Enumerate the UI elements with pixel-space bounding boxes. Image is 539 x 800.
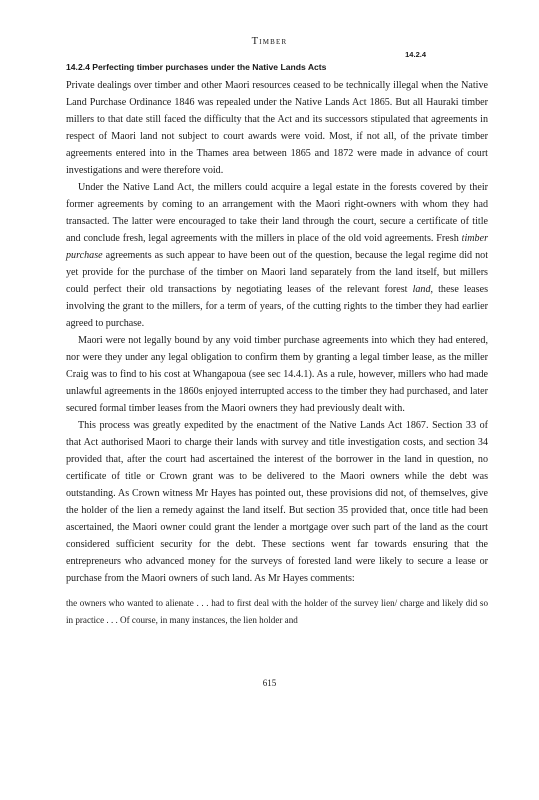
paragraph-2-emphasis-2: land <box>412 284 431 295</box>
page-number: 615 <box>262 678 277 688</box>
paragraph-4: This process was greatly expedited by the enactment of the Native Lands Act 1867. Section 33 of that Act authorised Maori to charge their lands with survey and title investigation costs, and section 34 provided that, after the court had ascertained the interest of the borrower in the land in question, no certificate of title or Crown grant was to be delivered to the Maori owners while the debt was outstanding. As Crown witness Mr Hayes has pointed out, these provisions did not, of themselves, give the holder of the lien a remedy against the land itself. But section 35 provided that, once title had been ascertained, the Maori owner could grant the lender a mortgage over such part of the land as the court considered sufficient security for the debt. These sections went far towards ensuring that the entrepreneurs who advanced money for the surveys of forested land were likely to secure a lease or purchase from the Maori owners of such land. As Mr Hayes comments: <box>66 420 488 584</box>
block-quote: the owners who wanted to alienate . . . had to first deal with the holder of the survey lien/ charge and likely did so in practice . . . Of course, in many instances, the lien holder and <box>66 598 488 625</box>
paragraph-2-text-1: Under the Native Land Act, the millers could acquire a legal estate in the forests covered by their former agreements by coming to an arrangement with the Maori right-owners with whom they had transacted. The latter were encouraged to take their land through the court, secure a certificate of title and conclude fresh, legal agreements with the millers in place of the old void agreements. Fresh <box>66 182 488 244</box>
paragraph-2-emphasis-1: timber purchase <box>66 233 488 261</box>
paragraph-1: Private dealings over timber and other Maori resources ceased to be technically illegal when the Native Land Purchase Ordinance 1846 was repealed under the Native Lands Act 1865. But all Hauraki timber millers to that date still faced the difficulty that the Act and its successors stipulated that agreements in respect of Maori land not subject to court awards were void. Most, if not all, of the private timber agreements entered into in the Thames area between 1865 and 1872 were made in advance of court investigations and were therefore void. <box>66 80 488 176</box>
section-reference: 14.2.4 <box>405 50 426 59</box>
paragraph-2-text-3: , these leases involving the grant to the millers, for a term of years, of the cutting rights to the timber they had earlier agreed to purchase. <box>66 284 488 329</box>
page-content <box>66 60 488 629</box>
running-head: Timber <box>251 36 288 47</box>
paragraph-3: Maori were not legally bound by any void timber purchase agreements into which they had entered, nor were they under any legal obligation to confirm them by granting a legal timber lease, as the miller Craig was to find to his cost at Whangapoua (see sec 14.4.1). As a rule, however, millers who had made unlawful agreements in the 1860s enjoyed interrupted access to the timber they had purchased, and later secured formal timber leases from the Maori owners they had previously dealt with. <box>66 335 488 414</box>
paragraph-2-text-2: agreements as such appear to have been out of the question, because the legal regime did not yet provide for the purchase of the timber on Maori land separately from the land itself, but millers could perfect their old transactions by negotiating leases of the relevant forest <box>66 250 488 295</box>
paragraph-2 <box>66 179 488 332</box>
section-heading: 14.2.4 Perfecting timber purchases under the Native Lands Acts <box>66 62 327 72</box>
